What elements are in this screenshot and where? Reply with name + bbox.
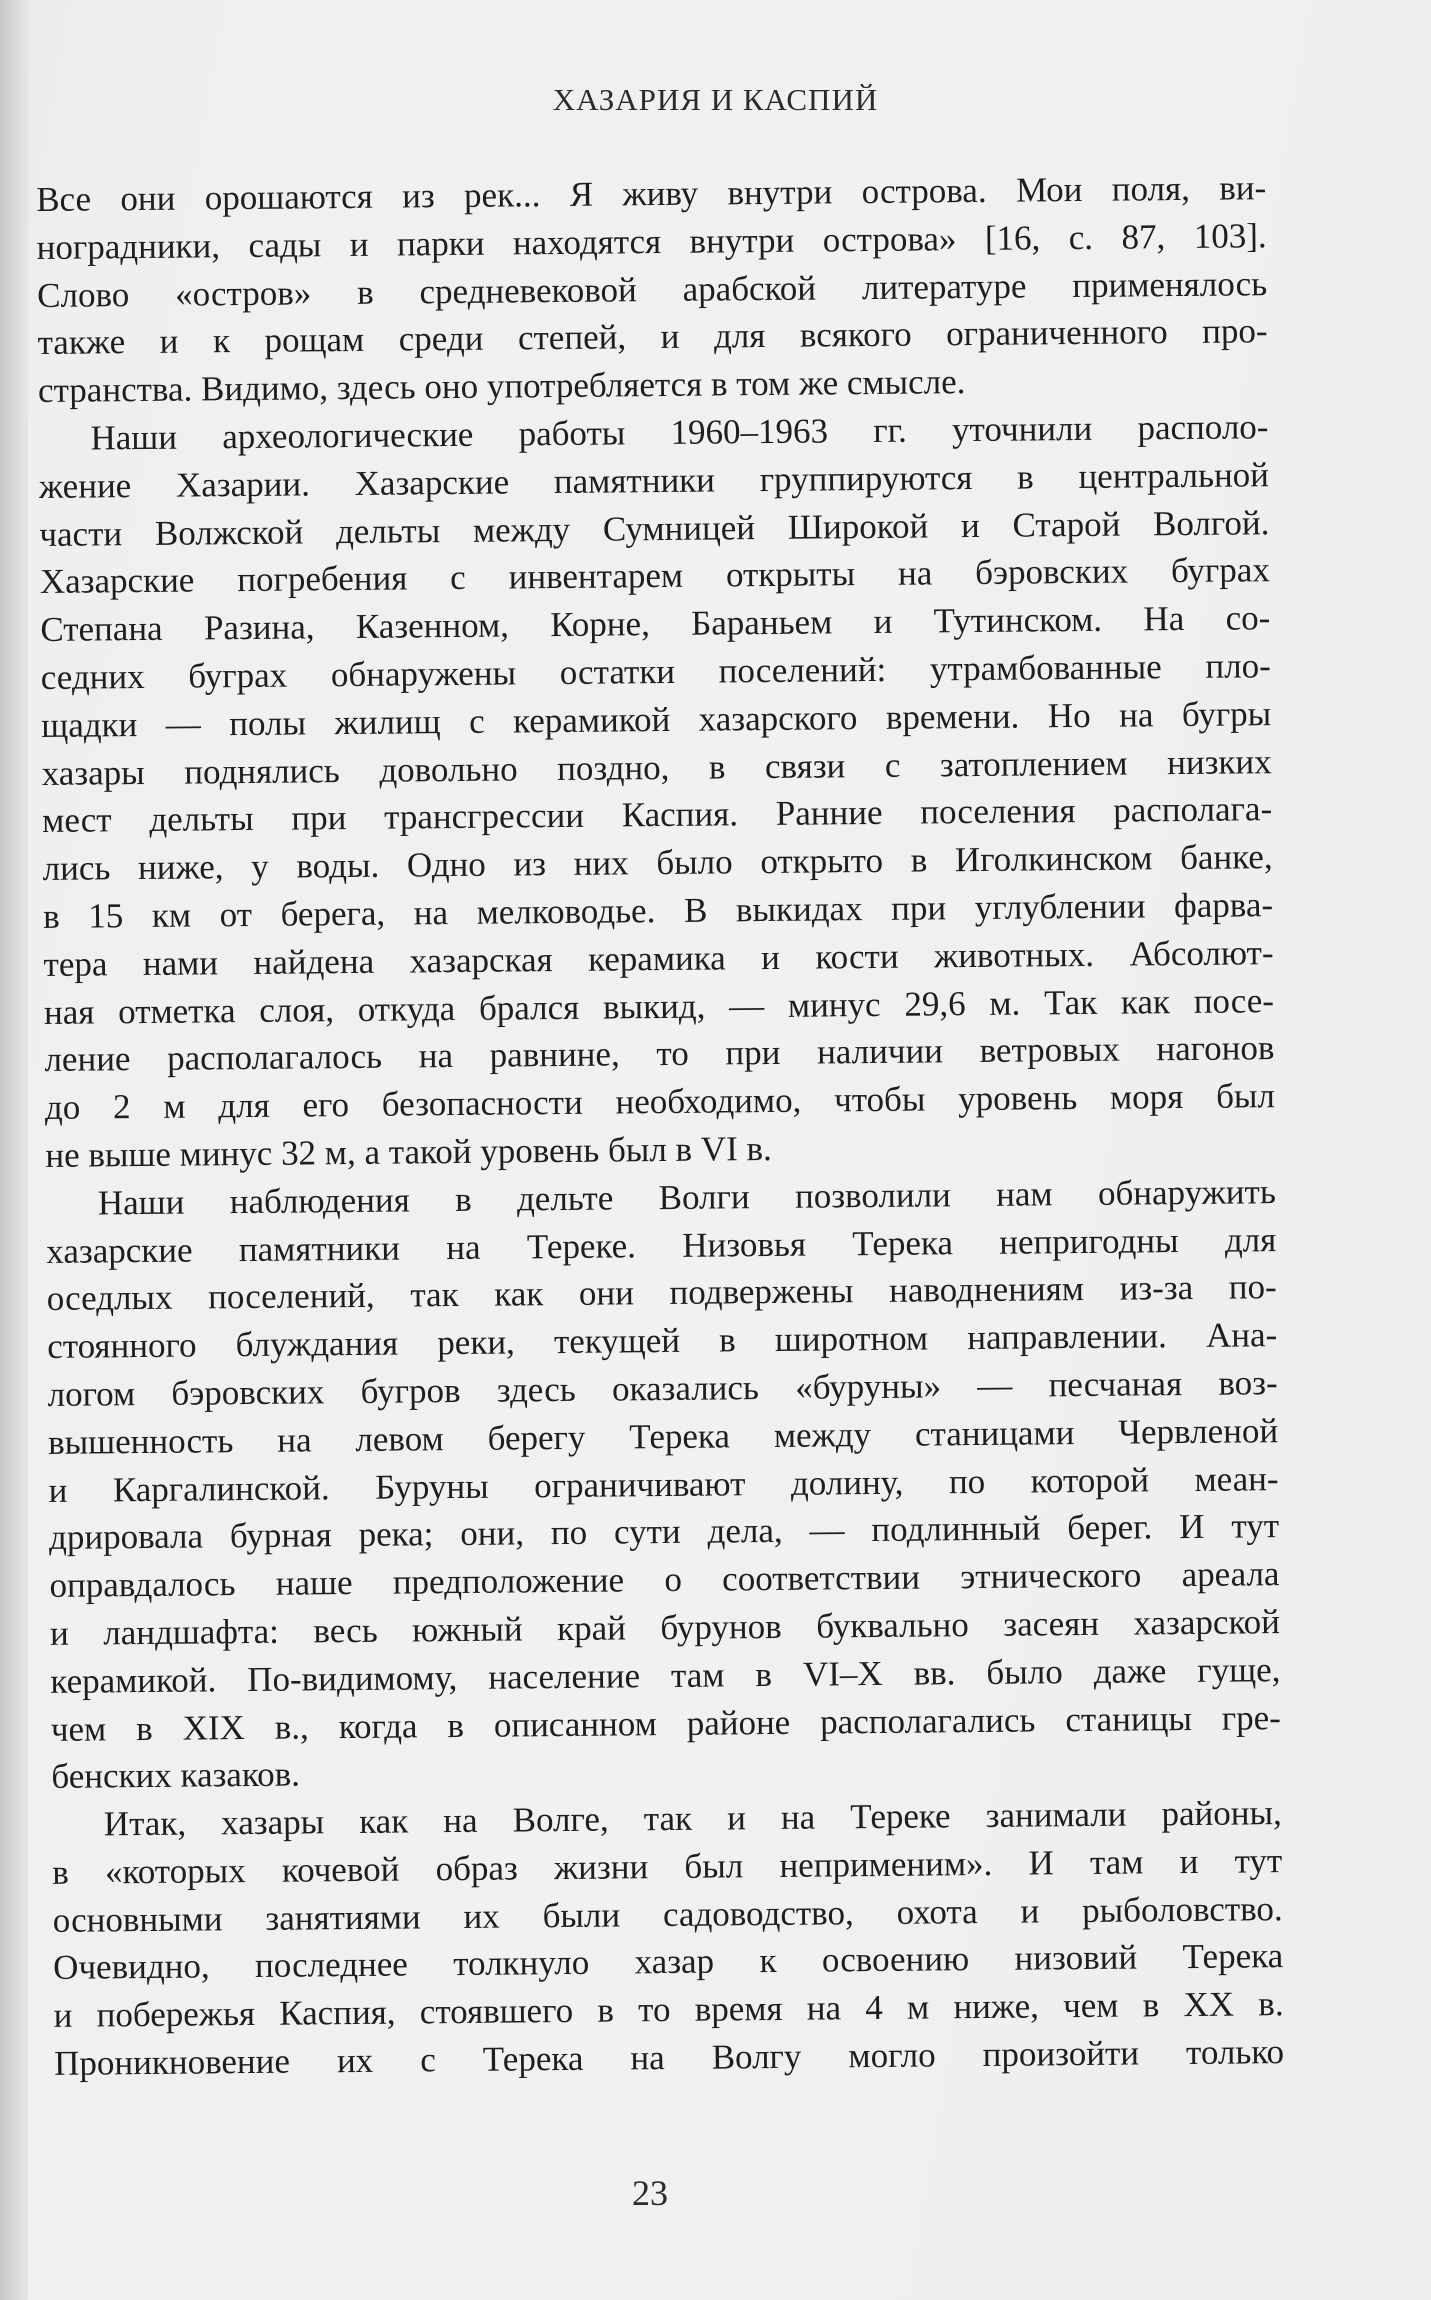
text-line: до 2 м для его безопасности необходимо, чтобы уровень моря был [44, 1076, 1276, 1128]
text-line: вышенность на левом берегу Терека между станицами Червленой [47, 1410, 1279, 1462]
text-line: оседлых поселений, так как они подвержены наводнениям из-за по- [46, 1267, 1277, 1319]
text-line: странства. Видимо, здесь оно употребляется в том же смысле. [37, 362, 966, 411]
text-line: в 15 км от берега, на мелководье. В выкидах при углублении фарва- [42, 885, 1274, 936]
text-line: и побережья Каспия, стоявшего в то время на 4 м ниже, чем в XX в. [53, 1984, 1284, 2036]
text-line: керамикой. По-видимому, население там в VI–X вв. было даже гуще, [50, 1649, 1281, 1701]
text-line: хазары поднялись довольно поздно, в связи с затоплением низких [41, 741, 1272, 793]
text-line: и ландшафта: весь южный край бурунов буквально засеян хазарской [49, 1602, 1281, 1653]
text-line: ноградники, сады и парки находятся внутри острова» [16, с. 87, 103]. [36, 215, 1267, 267]
text-line: стоянного блуждания реки, текущей в широтном направлении. Ана- [47, 1315, 1278, 1367]
text-line: основными занятиями их были садоводство, охота и рыболовство. [52, 1888, 1283, 1940]
body-text [36, 164, 1284, 2088]
text-line: Слово «остров» в средневековой арабской литературе применялось [36, 263, 1268, 315]
text-line: жение Хазарии. Хазарские памятники группируются в центральной [38, 454, 1270, 506]
paragraph [52, 1789, 1285, 2088]
text-line: и Каргалинской. Буруны ограничивают долину, по которой меан- [48, 1458, 1279, 1510]
text-line: хазарские памятники на Тереке. Низовья Терека непригодны для [46, 1219, 1277, 1271]
text-line: не выше минус 32 м, а такой уровень был в VI в. [45, 1128, 772, 1175]
text-line: Проникновение их с Терека на Волгу могло произойти только [53, 2032, 1285, 2083]
text-line: чем в XIX в., когда в описанном районе располагались станицы гре- [50, 1697, 1282, 1749]
text-line: Очевидно, последнее толкнуло хазар к освоению низовий Терека [53, 1936, 1284, 1988]
text-line: оправдалось наше предположение о соответствии этнического ареала [49, 1554, 1280, 1606]
text-line: Все они орошаются из рек... Я живу внутри острова. Мои поля, ви- [36, 168, 1267, 219]
text-line: Наши археологические работы 1960–1963 гг. уточнили располо- [90, 407, 1269, 458]
paragraph [38, 403, 1275, 1180]
text-line: Хазарские погребения с инвентарем открыты на бэровских буграх [39, 550, 1271, 602]
paragraph [46, 1168, 1282, 1801]
text-line: седних буграх обнаружены остатки поселений: утрамбованные пло- [40, 646, 1271, 697]
text-line: щадки — полы жилищ с керамикой хазарского времени. Но на бугры [41, 693, 1272, 745]
text-line: бенских казаков. [51, 1754, 301, 1797]
running-head: ХАЗАРИЯ И КАСПИЙ [552, 82, 879, 117]
page-gutter-shadow [0, 0, 28, 2300]
text-line: также и к рощам среди степей, и для всякого ограниченного про- [37, 311, 1268, 363]
paragraph [36, 164, 1268, 415]
text-line: ная отметка слоя, откуда брался выкид, — минус 29,6 м. Так как посе- [43, 980, 1275, 1032]
text-line: дрировала бурная река; они, по сути дела, — подлинный берег. И тут [48, 1506, 1280, 1558]
text-line: ление располагалось на равнине, то при наличии ветровых нагонов [44, 1028, 1275, 1080]
text-line: части Волжской дельты между Сумницей Широкой и Старой Волгой. [39, 502, 1270, 554]
text-line: Итак, хазары как на Волге, так и на Тереке занимали районы, [103, 1793, 1282, 1844]
text-line: Наши наблюдения в дельте Волги позволили нам обнаружить [97, 1171, 1276, 1223]
text-line: тера нами найдена хазарская керамика и кости животных. Абсолют- [43, 932, 1274, 984]
text-line: в «которых кочевой образ жизни был неприменим». И там и тут [52, 1841, 1283, 1892]
text-line: лись ниже, у воды. Одно из них было открыто в Иголкинском банке, [42, 837, 1273, 889]
page-number: 23 [632, 2173, 668, 2213]
text-line: логом бэровских бугров здесь оказались «буруны» — песчаная воз- [47, 1363, 1278, 1414]
text-line: Степана Разина, Казенном, Корне, Бараньем и Тутинском. На со- [40, 598, 1271, 650]
text-line: мест дельты при трансгрессии Каспия. Ранние поселения располага- [42, 789, 1273, 841]
